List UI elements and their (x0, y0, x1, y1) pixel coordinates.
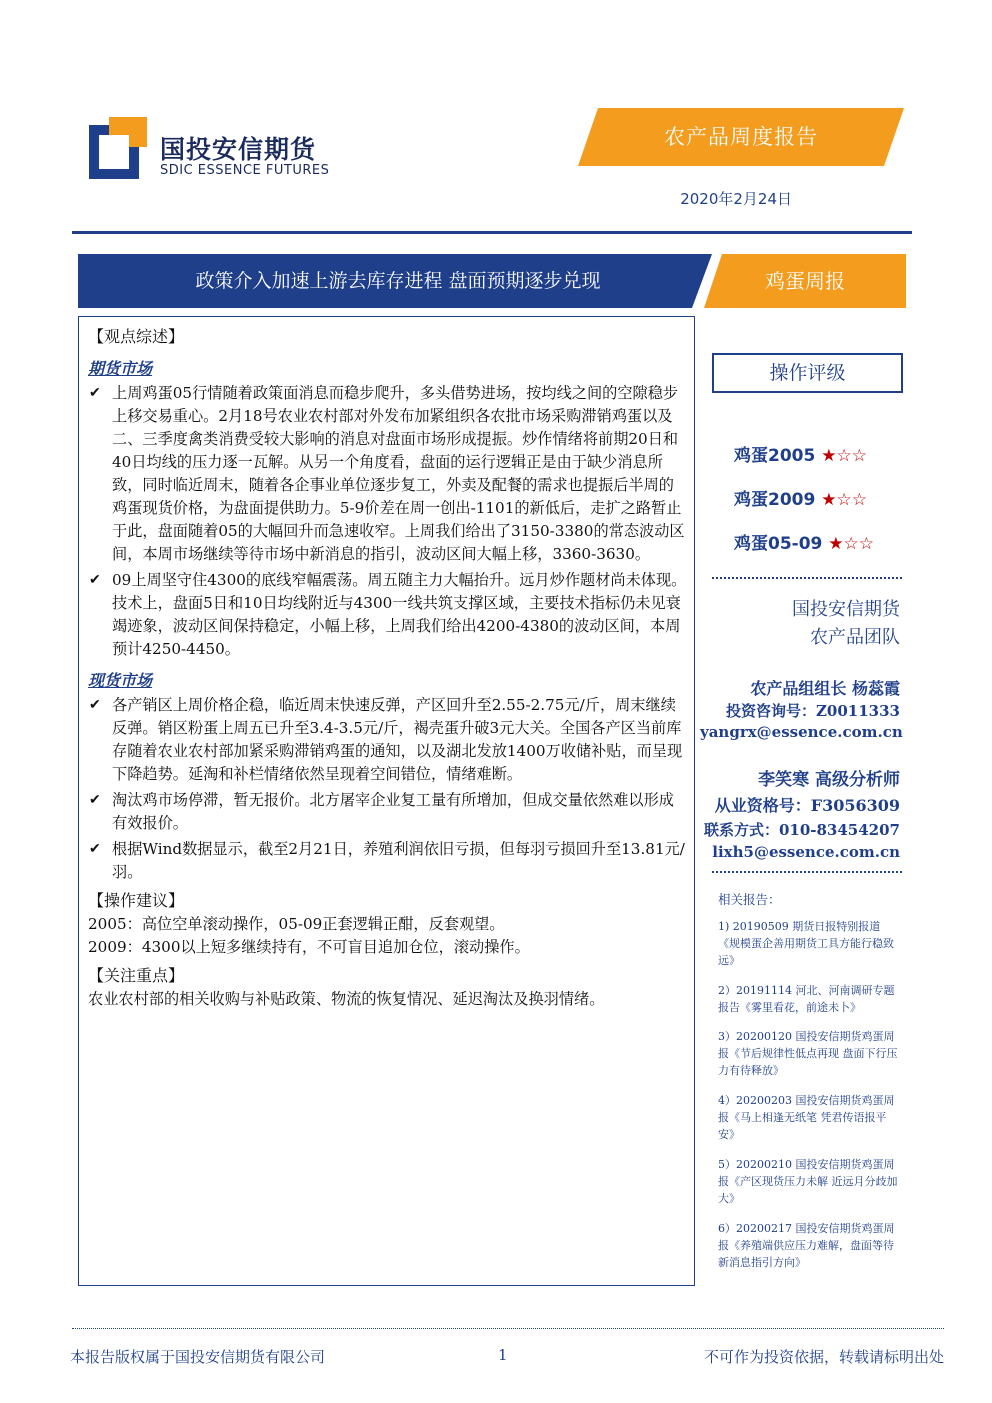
focus-heading: 【关注重点】 (88, 966, 185, 985)
check-icon: ✔ (89, 572, 101, 588)
check-icon: ✔ (89, 385, 101, 401)
futures-market-heading: 期货市场 (88, 359, 153, 378)
check-icon: ✔ (89, 697, 101, 713)
sidebar-divider (712, 871, 902, 873)
header-divider (72, 231, 912, 234)
star-rating-icon: ★☆☆ (821, 446, 867, 466)
team-subname: 农产品团队 (810, 627, 900, 648)
footer-disclaimer: 不可作为投资依据，转载请标明出处 (703, 1348, 944, 1366)
related-report-item: 5）20200210 国投安信期货鸡蛋周报《产区现货压力未解 近远月分歧加大》 (718, 1158, 898, 1205)
analyst2-title: 李笑寒 高级分析师 (758, 770, 900, 790)
sidebar-divider (712, 577, 902, 579)
analyst1-title: 农产品组组长 杨蕊霞 (750, 679, 900, 698)
list-item: ✔ 各产销区上周价格企稳，临近周末快速反弹，产区回升至2.55-2.75元/斤，周末继续反弹。销区粉蛋上周五已升至3.4-3.5元/斤，褐壳蛋升破3元大关。全国各产区当前库存随着农业农村部加紧采购滞销鸡蛋的通知，以及湖北发放1400万收储补贴，而呈现下降趋势。延淘和补栏情绪依然呈现着空间错位，情绪难断。 (89, 696, 683, 783)
spot-market-heading: 现货市场 (88, 671, 153, 690)
analyst1-email: yangrx@essence.com.cn (700, 723, 903, 741)
rating-row: 鸡蛋05-09 ★☆☆ (734, 534, 875, 554)
advice-item: 2005：高位空单滚动操作，05-09正套逻辑正酣，反套观望。 (88, 915, 505, 933)
summary-heading: 【观点综述】 (88, 327, 185, 346)
list-item: ✔ 根据Wind数据显示，截至2月21日，养殖利润依旧亏损，但每羽亏损回升至13.81元/羽。 (89, 840, 685, 881)
report-title: 政策介入加速上游去库存进程 盘面预期逐步兑现 (195, 270, 601, 292)
related-report-item: 2）20191114 河北、河南调研专题报告《雾里看花，前途未卜》 (718, 984, 895, 1014)
rating-row: 鸡蛋2005 ★☆☆ (734, 446, 867, 466)
advice-heading: 【操作建议】 (88, 891, 185, 910)
advice-item: 2009：4300以上短多继续持有，不可盲目追加仓位，滚动操作。 (88, 938, 530, 956)
star-rating-icon: ★☆☆ (821, 490, 867, 510)
list-item: ✔ 09上周坚守住4300的底线窄幅震荡。周五随主力大幅抬升。远月炒作题材尚未体现。技术上，盘面5日和10日均线附近与4300一线共筑支撑区域，主要技术指标仍未见衰竭迹象，波动区间保持稳定，小幅上移，上周我们给出4200-4380的波动区间，本周预计4250-4450。 (89, 571, 687, 658)
main-content-box (78, 316, 695, 1286)
footer-copyright: 本报告版权属于国投安信期货有限公司 (70, 1348, 326, 1366)
analyst1-license: 投资咨询号：Z0011333 (725, 702, 900, 720)
report-type: 农产品周度报告 (664, 125, 818, 149)
related-report-item: 4）20200203 国投安信期货鸡蛋周报《马上相逢无纸笔 凭君传语报平安》 (718, 1094, 895, 1141)
analyst2-license: 从业资格号：F3056309 (714, 796, 900, 815)
company-name-en: SDIC ESSENCE FUTURES (160, 163, 330, 178)
footer-divider (72, 1328, 944, 1329)
company-name-cn: 国投安信期货 (160, 135, 317, 164)
check-icon: ✔ (89, 841, 101, 857)
category-banner (704, 254, 906, 308)
report-category: 鸡蛋周报 (765, 269, 845, 293)
company-logo-icon (89, 117, 147, 179)
check-icon: ✔ (89, 792, 101, 808)
rating-row: 鸡蛋2009 ★☆☆ (734, 490, 867, 510)
analyst2-email: lixh5@essence.com.cn (712, 843, 900, 861)
related-report-item: 1) 20190509 期货日报特别报道《规模蛋企善用期货工具方能行稳致远》 (718, 920, 894, 967)
related-reports-title: 相关报告： (718, 892, 781, 907)
related-report-item: 3）20200120 国投安信期货鸡蛋周报《节后规律性低点再现 盘面下行压力有待释放》 (718, 1030, 898, 1077)
analyst2-phone: 联系方式：010-83454207 (703, 821, 900, 839)
related-report-item: 6）20200217 国投安信期货鸡蛋周报《养殖端供应压力难解，盘面等待新消息指引方向》 (718, 1222, 895, 1269)
rating-title: 操作评级 (712, 353, 903, 393)
focus-text: 农业农村部的相关收购与补贴政策、物流的恢复情况、延迟淘汰及换羽情绪。 (88, 990, 605, 1008)
title-banner (78, 254, 712, 308)
team-name: 国投安信期货 (792, 599, 900, 620)
page-number: 1 (498, 1346, 508, 1364)
star-rating-icon: ★☆☆ (828, 534, 875, 554)
list-item: ✔ 淘汰鸡市场停滞，暂无报价。北方屠宰企业复工量有所增加，但成交量依然难以形成有效报价。 (89, 791, 674, 832)
report-type-banner (578, 108, 904, 166)
list-item: ✔ 上周鸡蛋05行情随着政策面消息而稳步爬升，多头借势进场，按均线之间的空隙稳步上移交易重心。2月18号农业农村部对外发布加紧组织各农批市场采购滞销鸡蛋以及二、三季度禽类消费受较大影响的消息对盘面市场形成提振。炒作情绪将前期20日和40日均线的压力逐一瓦解。从另一个角度看，盘面的运行逻辑正是由于缺少消息所致，同时临近周末，随着各企事业单位逐步复工，外卖及配餐的需求也提振后半周的鸡蛋现货价格，为盘面提供助力。5-9价差在周一创出-1101的新低后，走扩之路暂止于此，盘面随着05的大幅回升而急速收窄。上周我们给出了3150-3380的常态波动区间，本周市场继续等待市场中新消息的指引，波动区间大幅上移，3360-3630。 (89, 384, 685, 563)
report-date: 2020年2月24日 (680, 190, 792, 208)
